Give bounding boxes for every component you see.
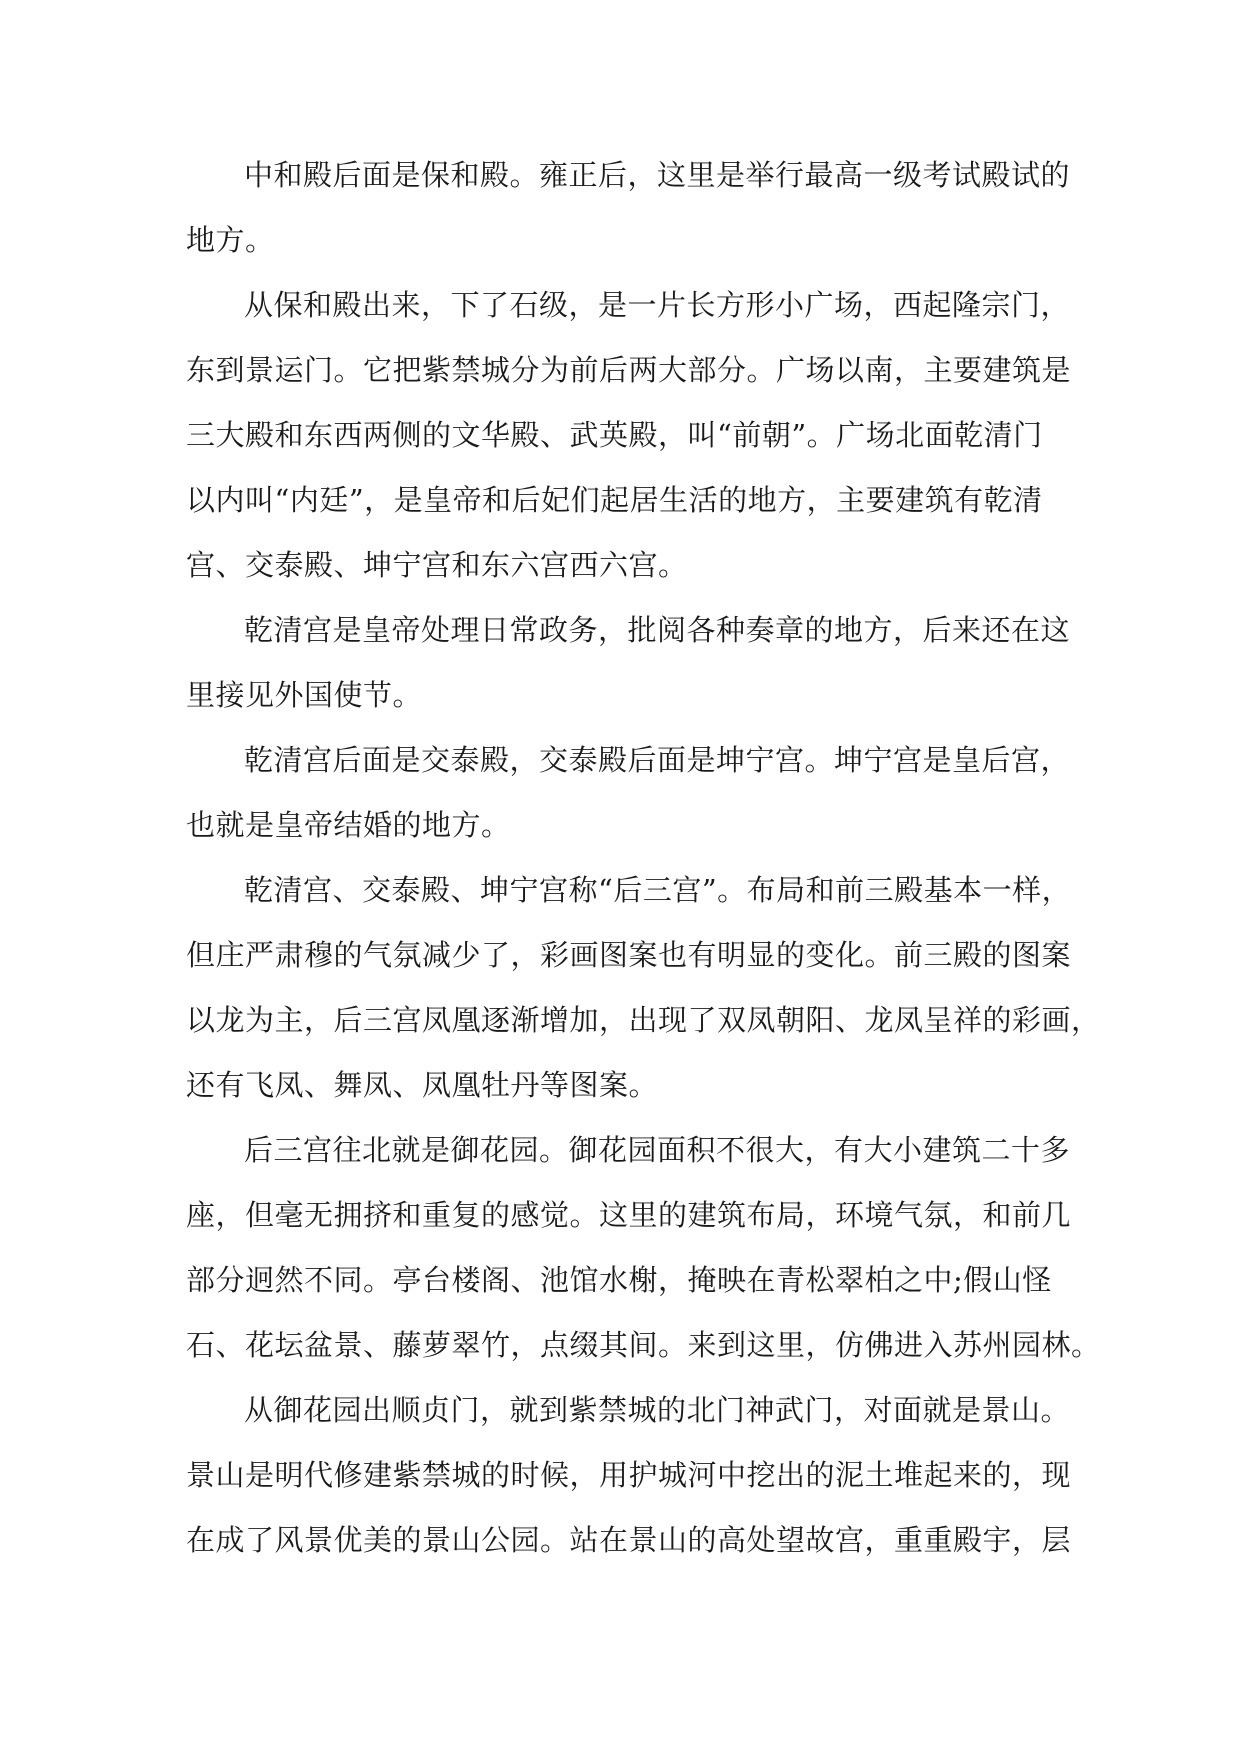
text-line: 地方。 <box>186 223 275 257</box>
text-line: 东到景运门。它把紫禁城分为前后两大部分。广场以南，主要建筑是 <box>186 353 1072 387</box>
text-line: 以内叫“内廷”，是皇帝和后妃们起居生活的地方，主要建筑有乾清 <box>186 483 1043 517</box>
text-line: 座，但毫无拥挤和重复的感觉。这里的建筑布局，环境气氛，和前几 <box>186 1198 1072 1232</box>
text-line: 乾清宫是皇帝处理日常政务，批阅各种奏章的地方，后来还在这 <box>244 613 1071 647</box>
paragraph <box>186 598 1071 728</box>
text-line: 乾清宫、交泰殿、坤宁宫称“后三宫”。布局和前三殿基本一样， <box>244 873 1072 907</box>
paragraph <box>186 273 1072 598</box>
text-line: 景山是明代修建紫禁城的时候，用护城河中挖出的泥土堆起来的，现 <box>186 1458 1072 1492</box>
text-line: 也就是皇帝结婚的地方。 <box>186 808 511 842</box>
text-line: 三大殿和东西两侧的文华殿、武英殿，叫“前朝”。广场北面乾清门 <box>186 418 1043 452</box>
text-line: 石、花坛盆景、藤萝翠竹，点缀其间。来到这里，仿佛进入苏州园林。 <box>186 1328 1101 1362</box>
text-line: 后三宫往北就是御花园。御花园面积不很大，有大小建筑二十多 <box>244 1133 1071 1167</box>
text-line: 宫、交泰殿、坤宁宫和东六宫西六宫。 <box>186 548 688 582</box>
paragraph <box>186 143 1071 273</box>
text-line: 以龙为主，后三宫凤凰逐渐增加，出现了双凤朝阳、龙凤呈祥的彩画， <box>186 1003 1101 1037</box>
paragraph <box>186 1118 1101 1378</box>
body-text <box>186 143 1101 1573</box>
text-line: 从保和殿出来，下了石级，是一片长方形小广场，西起隆宗门， <box>244 288 1071 322</box>
text-line: 乾清宫后面是交泰殿，交泰殿后面是坤宁宫。坤宁宫是皇后宫， <box>244 743 1071 777</box>
text-line: 还有飞凤、舞凤、凤凰牡丹等图案。 <box>186 1068 659 1102</box>
text-line: 里接见外国使节。 <box>186 678 423 712</box>
paragraph <box>186 1378 1072 1573</box>
paragraph <box>186 728 1071 858</box>
text-line: 中和殿后面是保和殿。雍正后，这里是举行最高一级考试殿试的 <box>244 158 1071 192</box>
text-line: 部分迥然不同。亭台楼阁、池馆水榭，掩映在青松翠柏之中;假山怪 <box>186 1263 1052 1297</box>
text-line: 但庄严肃穆的气氛减少了，彩画图案也有明显的变化。前三殿的图案 <box>186 938 1072 972</box>
text-line: 在成了风景优美的景山公园。站在景山的高处望故宫，重重殿宇，层 <box>186 1523 1072 1557</box>
paragraph <box>186 858 1101 1118</box>
text-line: 从御花园出顺贞门，就到紫禁城的北门神武门，对面就是景山。 <box>244 1393 1071 1427</box>
